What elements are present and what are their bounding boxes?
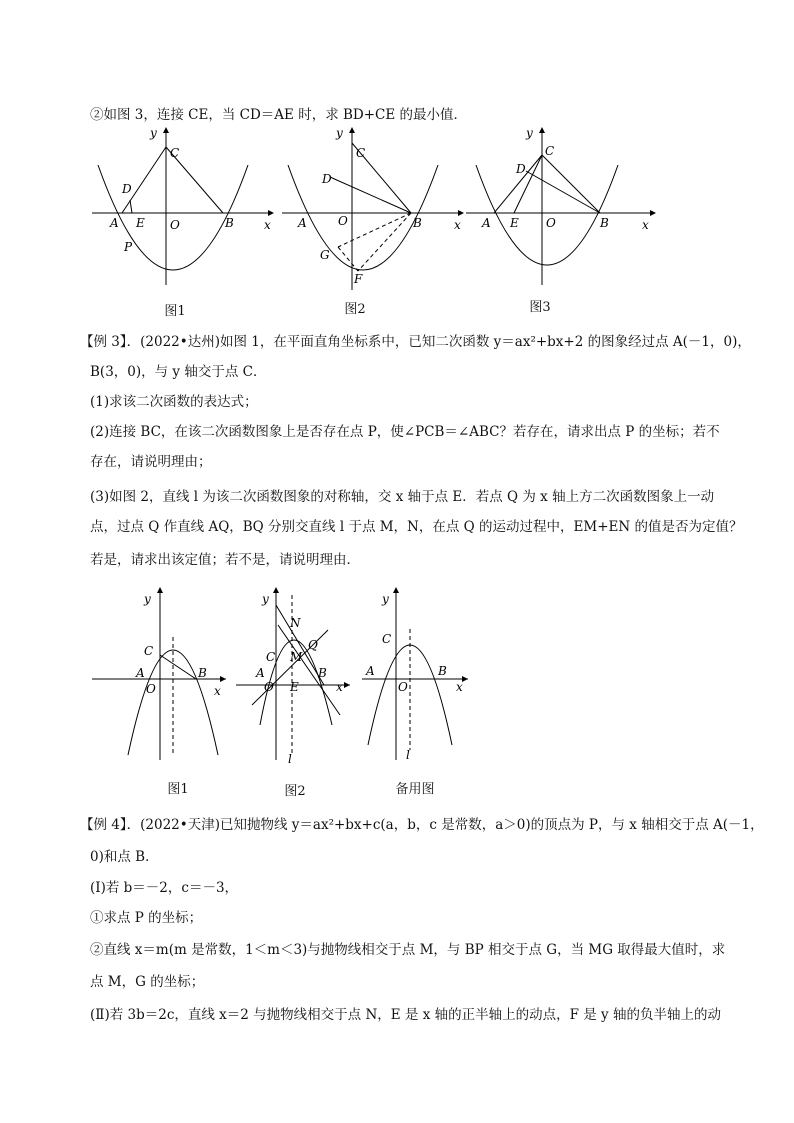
point-label-a: A	[110, 216, 119, 230]
text-line: (2)连接 BC，在该二次函数图象上是否存在点 P，使∠PCB＝∠ABC？若存在，请求出点 P 的坐标；若不	[90, 424, 720, 440]
point-label-a: A	[366, 664, 375, 678]
figure-caption: 图1	[164, 304, 186, 319]
point-label-d: D	[322, 172, 332, 186]
text-line: 点，过点 Q 作直线 AQ，BQ 分别交直线 l 于点 M，N，在点 Q 的运动过程中，EM+EN 的值是否为定值？	[90, 519, 743, 535]
axis-label-x: x	[336, 680, 343, 694]
point-label-b: B	[225, 216, 234, 230]
axis-label-x: x	[264, 218, 271, 232]
text-line: (Ⅰ)若 b＝－2，c＝－3，	[90, 880, 239, 896]
line-label-l: l	[406, 748, 410, 762]
point-label-f: F	[354, 272, 363, 286]
point-label-a: A	[136, 666, 145, 680]
figure-caption: 图3	[529, 300, 551, 315]
point-label-c: C	[382, 632, 392, 646]
point-label-b: B	[318, 666, 327, 680]
figure-caption: 备用图	[395, 782, 435, 797]
point-label-b: B	[600, 216, 609, 230]
point-label-d: D	[516, 162, 526, 176]
figure-1-row1	[88, 125, 278, 295]
text-line: (Ⅱ)若 3b＝2c，直线 x＝2 与抛物线相交于点 N，E 是 x 轴的正半轴上的动点，F 是 y 轴的负半轴上的动	[90, 1007, 721, 1023]
point-label-n: N	[290, 616, 301, 630]
figure-caption: 图1	[167, 782, 189, 797]
text-line: (1)求该二次函数的表达式；	[90, 394, 258, 410]
point-label-a: A	[298, 216, 307, 230]
point-label-m: M	[290, 650, 303, 664]
point-label-a: A	[482, 216, 491, 230]
point-label-e: E	[136, 216, 145, 230]
axis-label-x: x	[454, 218, 461, 232]
origin-label: O	[146, 682, 156, 696]
text-line: ②直线 x＝m(m 是常数，1＜m＜3)与抛物线相交于点 M，与 BP 相交于点 G，当 MG 取得最大值时，求	[90, 942, 726, 958]
figure-2-row1	[278, 125, 468, 295]
text-line: 若是，请求出该定值；若不是，请说明理由．	[90, 552, 360, 568]
text-line: (3)如图 2，直线 l 为该二次函数图象的对称轴，交 x 轴于点 E．若点 Q 为 x 轴上方二次函数图象上一动	[90, 489, 715, 505]
point-label-c: C	[545, 144, 555, 158]
axis-label-y: y	[526, 126, 533, 140]
axis-label-y: y	[336, 126, 343, 140]
point-label-c: C	[356, 146, 366, 160]
point-label-d: D	[122, 182, 132, 196]
text-line: 0)和点 B．	[90, 849, 159, 865]
point-label-b: B	[413, 216, 422, 230]
text-line: B(3，0)，与 y 轴交于点 C．	[90, 364, 267, 380]
text-line: 存在，请说明理由；	[90, 454, 212, 470]
figure-3-row2	[358, 585, 488, 775]
point-label-b: B	[438, 664, 447, 678]
text-line: ②如图 3，连接 CE，当 CD＝AE 时，求 BD+CE 的最小值．	[90, 107, 468, 123]
origin-label: O	[338, 214, 348, 228]
point-label-c: C	[170, 146, 180, 160]
line-label-l: l	[288, 752, 292, 766]
axis-label-y: y	[382, 592, 389, 606]
axis-label-y: y	[262, 592, 269, 606]
figure-caption: 图2	[284, 784, 306, 799]
point-label-b: B	[198, 666, 207, 680]
text-line: ①求点 P 的坐标；	[90, 910, 203, 926]
point-label-q: Q	[308, 638, 318, 652]
figure-2-row2	[232, 585, 362, 775]
point-label-c: C	[144, 644, 154, 658]
point-label-a: A	[256, 666, 265, 680]
origin-label: O	[264, 680, 274, 694]
point-label-e: E	[510, 216, 519, 230]
axis-label-y: y	[150, 126, 157, 140]
origin-label: O	[546, 216, 556, 230]
point-label-c: C	[266, 650, 276, 664]
axis-label-x: x	[642, 218, 649, 232]
axis-label-x: x	[456, 680, 463, 694]
text-line: 【例 4】．(2022•天津)已知抛物线 y＝ax²+bx+c(a，b，c 是常数，a＞0)的顶点为 P，与 x 轴相交于点 A(－1，	[80, 817, 764, 833]
figure-caption: 图2	[344, 302, 366, 317]
text-line: 点 M，G 的坐标；	[90, 974, 205, 990]
origin-label: O	[170, 218, 180, 232]
point-label-p: P	[124, 240, 133, 254]
origin-label: O	[398, 680, 408, 694]
figure-1-row2	[88, 585, 228, 775]
axis-label-x: x	[214, 684, 221, 698]
figure-3-row1	[462, 125, 662, 295]
point-label-e: E	[290, 680, 299, 694]
text-line: 【例 3】．(2022•达州)如图 1，在平面直角坐标系中，已知二次函数 y＝ax²+bx+2 的图象经过点 A(－1，0)，	[80, 334, 751, 350]
axis-label-y: y	[144, 592, 151, 606]
point-label-g: G	[320, 248, 330, 262]
